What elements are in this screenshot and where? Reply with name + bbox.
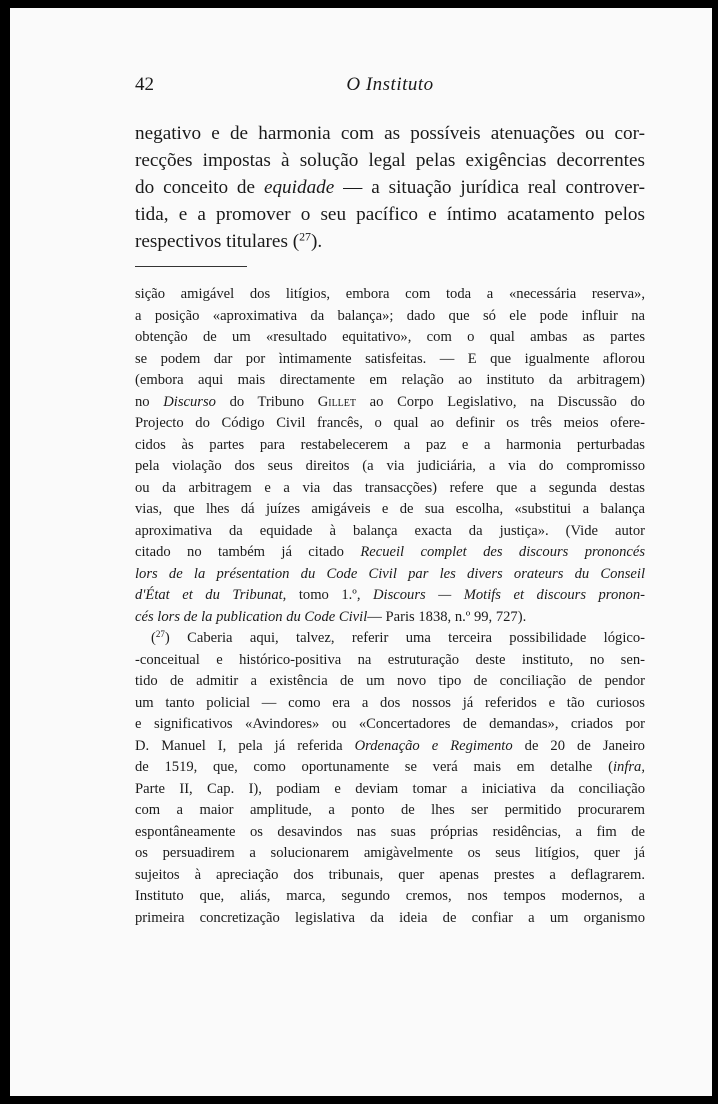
footnote-line: vias, que lhes dá juízes amigáveis e de sua escolha, «substitui a balança — [135, 501, 645, 517]
footnotes — [135, 284, 645, 929]
footnote-line: lors de la présentation du Code Civil par les divers orateurs du Conseil — [135, 565, 645, 582]
footnote-line: pela violação dos seus direitos (a via judiciária, a via do compromisso — [135, 458, 645, 474]
emphasis-equidade: equidade — [263, 177, 335, 198]
footnote-line: sição amigável dos litígios, embora com toda a «necessária reserva», — [135, 286, 645, 302]
main-paragraph — [135, 120, 645, 255]
footnote-line: -conceitual e histórico-positiva na estruturação deste instituto, no sen- — [135, 651, 645, 668]
footnote-marker-27: 27 — [155, 629, 165, 640]
footnote-separator — [135, 266, 247, 267]
footnote-line: a posição «aproximativa da balança»; dado que só ele pode influir na — [135, 307, 645, 324]
footnote-line: d'État et du Tribunat, tomo 1.º, Discours — Motifs et discours pronon- — [135, 587, 645, 603]
footnote-line: citado no também já citado Recueil complet des discours prononcés — [135, 544, 645, 560]
footnote-line: obtenção de um «resultado equitativo», com o qual ambas as partes — [135, 329, 645, 345]
footnote-line: ou da arbitragem e a via das transacções) refere que a segunda destas — [135, 479, 645, 496]
footnote-line: e significativos «Avindores» ou «Concertadores de demandas», criados por — [135, 716, 645, 732]
page-header — [135, 74, 645, 100]
footnote-line: cidos às partes para restabelecerem a paz e a harmonia perturbadas — [135, 436, 645, 453]
footnote-line: sujeitos à apreciação dos tribunais, quer apenas prestes a deflagrarem. — [135, 866, 645, 883]
footnote-line: Instituto que, aliás, marca, segundo cremos, nos tempos modernos, a — [135, 888, 645, 904]
footnote-line: D. Manuel I, pela já referida Ordenação e Regimento de 20 de Janeiro — [135, 737, 645, 754]
footnote-line: um tanto policial — como era a dos nossos já referidos e tão curiosos — [135, 694, 645, 711]
body-line: negativo e de harmonia com as possíveis atenuações ou cor- — [135, 123, 645, 144]
footnote-line: com a maior amplitude, a ponto de lhes ser permitido procurarem — [135, 802, 645, 818]
footnote-line: aproximativa da equidade à balança exacta da justiça». (Vide autor — [135, 522, 645, 539]
body-line: tida, e a promover o seu pacífico e íntimo acatamento pelos — [135, 204, 645, 225]
body-line: do conceito de equidade — a situação jurídica real controver- — [135, 177, 646, 198]
footnote-line: cés lors de la publication du Code Civil— Paris 1838, n.º 99, 727). — [135, 608, 527, 625]
footnote-line: (embora aqui mais directamente em relação ao instituto da arbitragem) — [135, 372, 645, 388]
body-line: recções impostas à solução legal pelas exigências decorrentes — [135, 150, 645, 171]
footnote-ref-27: 27 — [299, 229, 311, 244]
footnote-line: primeira concretização legislativa da ideia de confiar a um organismo — [135, 909, 645, 926]
body-line: respectivos titulares ($^{27}$). — [135, 229, 323, 252]
footnote-line: Projecto do Código Civil francês, o qual ao definir os três meios ofere- — [135, 415, 645, 431]
footnote-line: se podem dar por ìntimamente satisfeitas. — E que igualmente aflorou — [135, 350, 645, 367]
footnote-line: de 1519, que, como oportunamente se verá mais em detalhe (infra, — [135, 759, 645, 775]
footnote-line: os persuadirem a solucionarem amigàvelmente os seus litígios, quer já — [135, 845, 645, 861]
footnote-27-line: ($^{27}$) Caberia aqui, talvez, referir uma terceira possibilidade lógico- — [151, 629, 646, 646]
page-number: 42 — [135, 74, 154, 95]
footnote-line: no Discurso do Tribuno Gillet ao Corpo Legislativo, na Discussão do — [135, 393, 645, 410]
footnote-line: espontâneamente os desavindos nas suas próprias residências, a fim de — [135, 823, 645, 840]
footnote-line: tido de admitir a existência de um novo tipo de conciliação de pendor — [135, 673, 645, 689]
footnote-line: Parte II, Cap. I), podiam e deviam tomar a iniciativa da conciliação — [135, 780, 645, 797]
running-title: O Instituto — [346, 74, 434, 95]
